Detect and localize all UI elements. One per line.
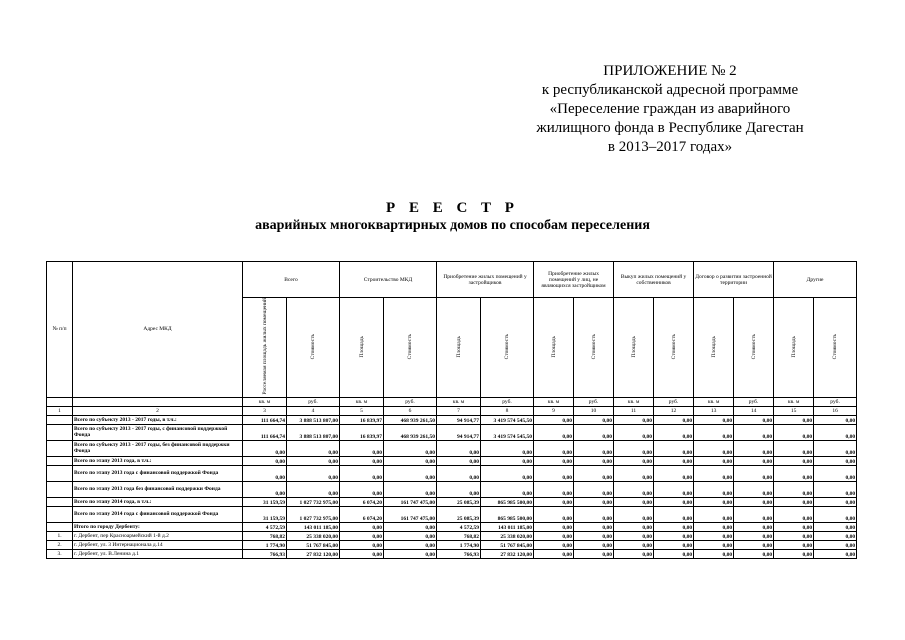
- appendix-line: к республиканской адресной программе: [541, 82, 799, 98]
- colnum-cell: 16: [814, 406, 857, 415]
- unit-cell: руб.: [287, 397, 340, 406]
- value-cell: 468 939 261,50: [384, 424, 437, 440]
- row-number: [47, 456, 73, 465]
- value-cell: 0,00: [814, 497, 857, 506]
- value-cell: 0,00: [614, 497, 654, 506]
- row-label: Всего по этапу 2014 года, в т.ч.:: [73, 497, 243, 506]
- value-cell: 0,00: [774, 549, 814, 558]
- unit-cell: кв. м: [774, 397, 814, 406]
- value-cell: 3 419 574 545,50: [481, 415, 534, 424]
- value-cell: 0,00: [774, 456, 814, 465]
- value-cell: 0,00: [574, 540, 614, 549]
- row-label: г. Дербент, ул. 3 Интернационала д.14: [73, 540, 243, 549]
- value-cell: 0,00: [243, 481, 287, 497]
- unit-cell: руб.: [384, 397, 437, 406]
- value-cell: 0,00: [287, 440, 340, 456]
- colnum-row: [47, 406, 857, 415]
- value-cell: 0,00: [654, 456, 694, 465]
- header-num: № п/п: [47, 262, 73, 398]
- appendix-line: жилищного фонда в Республике Дагестан: [536, 120, 804, 136]
- value-cell: 25 338 020,00: [287, 531, 340, 540]
- value-cell: 1 027 732 975,00: [287, 497, 340, 506]
- value-cell: 768,82: [437, 531, 481, 540]
- value-cell: 0,00: [694, 415, 734, 424]
- subheader-cell: Стоимость: [654, 298, 694, 398]
- value-cell: 16 839,97: [340, 415, 384, 424]
- value-cell: 0,00: [734, 456, 774, 465]
- row-label: г. Дербент, ул. В.Ленина д.1: [73, 549, 243, 558]
- value-cell: 0,00: [481, 481, 534, 497]
- value-cell: 768,82: [243, 531, 287, 540]
- value-cell: 27 832 120,00: [287, 549, 340, 558]
- value-cell: 0,00: [774, 424, 814, 440]
- colnum-cell: 5: [340, 406, 384, 415]
- value-cell: 0,00: [734, 522, 774, 531]
- table-row: [47, 531, 857, 540]
- subheader-cell: Расселяемая площадь жилых помещений: [243, 298, 287, 398]
- group-header-row: [47, 262, 857, 298]
- value-cell: 0,00: [534, 424, 574, 440]
- value-cell: 0,00: [654, 540, 694, 549]
- row-number: [47, 415, 73, 424]
- value-cell: 0,00: [694, 465, 734, 481]
- value-cell: 0,00: [287, 481, 340, 497]
- value-cell: 0,00: [574, 481, 614, 497]
- value-cell: 31 159,59: [243, 497, 287, 506]
- value-cell: 0,00: [384, 440, 437, 456]
- value-cell: 0,00: [734, 415, 774, 424]
- value-cell: 0,00: [654, 522, 694, 531]
- value-cell: 0,00: [734, 424, 774, 440]
- unit-cell: руб.: [481, 397, 534, 406]
- value-cell: 0,00: [774, 531, 814, 540]
- value-cell: 766,93: [437, 549, 481, 558]
- value-cell: 0,00: [614, 465, 654, 481]
- header-address: Адрес МКД: [73, 262, 243, 398]
- value-cell: 0,00: [694, 424, 734, 440]
- table-row: [47, 481, 857, 497]
- value-cell: 94 914,77: [437, 424, 481, 440]
- value-cell: 0,00: [614, 481, 654, 497]
- value-cell: 0,00: [654, 424, 694, 440]
- value-cell: 4 572,59: [437, 522, 481, 531]
- registry-subtitle: аварийных многоквартирных домов по способам переселения: [255, 218, 650, 233]
- value-cell: 0,00: [481, 465, 534, 481]
- value-cell: 0,00: [774, 540, 814, 549]
- appendix-line: ПРИЛОЖЕНИЕ № 2: [603, 63, 737, 79]
- colnum-cell: 9: [534, 406, 574, 415]
- value-cell: 16 839,97: [340, 424, 384, 440]
- subheader-cell: Стоимость: [574, 298, 614, 398]
- group-header: Приобретение жилых помещений у застройщиков: [437, 262, 534, 298]
- value-cell: 0,00: [774, 440, 814, 456]
- value-cell: 0,00: [574, 465, 614, 481]
- value-cell: 0,00: [694, 506, 734, 522]
- value-cell: 111 664,74: [243, 415, 287, 424]
- value-cell: 0,00: [694, 440, 734, 456]
- colnum-cell: 10: [574, 406, 614, 415]
- row-number: [47, 440, 73, 456]
- value-cell: 6 074,20: [340, 506, 384, 522]
- value-cell: 0,00: [574, 456, 614, 465]
- colnum-cell: 3: [243, 406, 287, 415]
- row-number: [47, 424, 73, 440]
- value-cell: 0,00: [774, 415, 814, 424]
- value-cell: 1 027 732 975,00: [287, 506, 340, 522]
- value-cell: 0,00: [654, 549, 694, 558]
- unit-cell: руб.: [574, 397, 614, 406]
- value-cell: 0,00: [340, 456, 384, 465]
- value-cell: 25 338 020,00: [481, 531, 534, 540]
- subheader-cell: Площадь: [694, 298, 734, 398]
- value-cell: 0,00: [814, 465, 857, 481]
- row-label: Итого по городу Дербенту:: [73, 522, 243, 531]
- value-cell: 0,00: [614, 440, 654, 456]
- value-cell: 0,00: [384, 531, 437, 540]
- value-cell: 0,00: [734, 531, 774, 540]
- value-cell: 0,00: [694, 522, 734, 531]
- subheader-cell: Площадь: [614, 298, 654, 398]
- value-cell: 0,00: [534, 549, 574, 558]
- row-label: г. Дербент, пер Красноармейский 1-й д.2: [73, 531, 243, 540]
- value-cell: 1 774,90: [437, 540, 481, 549]
- value-cell: 4 572,59: [243, 522, 287, 531]
- value-cell: 0,00: [614, 522, 654, 531]
- value-cell: 0,00: [574, 497, 614, 506]
- value-cell: 0,00: [340, 540, 384, 549]
- value-cell: 0,00: [774, 506, 814, 522]
- colnum-cell: 4: [287, 406, 340, 415]
- row-number: 1.: [47, 531, 73, 540]
- registry-title: Р Е Е С Т Р: [386, 200, 519, 216]
- value-cell: 0,00: [774, 497, 814, 506]
- unit-cell: кв. м: [694, 397, 734, 406]
- row-number: [47, 497, 73, 506]
- value-cell: 0,00: [614, 415, 654, 424]
- value-cell: 1 774,90: [243, 540, 287, 549]
- row-number: 3.: [47, 549, 73, 558]
- value-cell: 0,00: [814, 540, 857, 549]
- row-label: Всего по субъекту 2013 - 2017 годы, с финансовой поддержкой Фонда: [73, 424, 243, 440]
- value-cell: 0,00: [384, 522, 437, 531]
- colnum-cell: 15: [774, 406, 814, 415]
- appendix-block: [520, 62, 820, 157]
- value-cell: 6 074,20: [340, 497, 384, 506]
- value-cell: 0,00: [694, 549, 734, 558]
- value-cell: 0,00: [694, 497, 734, 506]
- value-cell: 0,00: [814, 424, 857, 440]
- value-cell: 3 419 574 545,50: [481, 424, 534, 440]
- value-cell: 0,00: [654, 531, 694, 540]
- value-cell: 0,00: [614, 424, 654, 440]
- row-label: Всего по этапу 2013 года, в т.ч.:: [73, 456, 243, 465]
- value-cell: 0,00: [574, 424, 614, 440]
- subheader-cell: Площадь: [774, 298, 814, 398]
- value-cell: 865 985 500,00: [481, 506, 534, 522]
- group-header: Строительство МКД: [340, 262, 437, 298]
- value-cell: 143 011 185,00: [481, 522, 534, 531]
- value-cell: 0,00: [814, 522, 857, 531]
- table-row: [47, 522, 857, 531]
- value-cell: 0,00: [574, 440, 614, 456]
- subheader-cell: Площадь: [437, 298, 481, 398]
- value-cell: 0,00: [734, 481, 774, 497]
- value-cell: 161 747 475,00: [384, 497, 437, 506]
- value-cell: 0,00: [574, 506, 614, 522]
- colnum-cell: 11: [614, 406, 654, 415]
- value-cell: 0,00: [384, 481, 437, 497]
- value-cell: 111 664,74: [243, 424, 287, 440]
- value-cell: 0,00: [384, 465, 437, 481]
- row-label: Всего по этапу 2013 года без финансовой поддержки Фонда: [73, 481, 243, 497]
- colnum-cell: 1: [47, 406, 73, 415]
- value-cell: 0,00: [534, 456, 574, 465]
- group-header: Другие: [774, 262, 857, 298]
- unit-cell: кв. м: [614, 397, 654, 406]
- value-cell: 0,00: [340, 465, 384, 481]
- table-row: [47, 415, 857, 424]
- value-cell: 0,00: [340, 549, 384, 558]
- value-cell: 0,00: [734, 540, 774, 549]
- value-cell: 0,00: [614, 540, 654, 549]
- row-label: Всего по субъекту 2013 - 2017 годы, в т.ч.:: [73, 415, 243, 424]
- value-cell: 0,00: [814, 506, 857, 522]
- appendix-line: в 2013–2017 годах»: [607, 139, 733, 155]
- table-row: [47, 456, 857, 465]
- table-row: [47, 465, 857, 481]
- value-cell: 0,00: [614, 506, 654, 522]
- value-cell: 0,00: [774, 481, 814, 497]
- value-cell: 0,00: [614, 456, 654, 465]
- row-number: [47, 481, 73, 497]
- value-cell: 0,00: [437, 440, 481, 456]
- colnum-cell: 2: [73, 406, 243, 415]
- value-cell: 865 985 500,00: [481, 497, 534, 506]
- unit-cell: кв. м: [340, 397, 384, 406]
- table-row: [47, 506, 857, 522]
- colnum-cell: 14: [734, 406, 774, 415]
- value-cell: 0,00: [534, 440, 574, 456]
- value-cell: 0,00: [694, 540, 734, 549]
- value-cell: 0,00: [534, 522, 574, 531]
- value-cell: 25 085,39: [437, 497, 481, 506]
- group-header: Приобретение жилых помещений у лиц, не являющихся застройщиком: [534, 262, 614, 298]
- row-label: Всего по этапу 2013 года с финансовой поддержкой Фонда: [73, 465, 243, 481]
- value-cell: 0,00: [654, 481, 694, 497]
- value-cell: 0,00: [734, 497, 774, 506]
- colnum-cell: 12: [654, 406, 694, 415]
- value-cell: 0,00: [694, 456, 734, 465]
- table-row: [47, 497, 857, 506]
- value-cell: 94 914,77: [437, 415, 481, 424]
- value-cell: 0,00: [814, 415, 857, 424]
- value-cell: 0,00: [734, 506, 774, 522]
- value-cell: 0,00: [243, 440, 287, 456]
- value-cell: 0,00: [734, 549, 774, 558]
- colnum-cell: 7: [437, 406, 481, 415]
- value-cell: 0,00: [694, 531, 734, 540]
- value-cell: 0,00: [481, 440, 534, 456]
- row-number: [47, 465, 73, 481]
- value-cell: 0,00: [437, 481, 481, 497]
- subheader-cell: Площадь: [340, 298, 384, 398]
- value-cell: 27 832 120,00: [481, 549, 534, 558]
- value-cell: 0,00: [243, 456, 287, 465]
- value-cell: 0,00: [437, 465, 481, 481]
- value-cell: 0,00: [384, 540, 437, 549]
- value-cell: 0,00: [654, 465, 694, 481]
- unit-cell: кв. м: [534, 397, 574, 406]
- value-cell: 0,00: [654, 415, 694, 424]
- subheader-cell: Стоимость: [481, 298, 534, 398]
- value-cell: 0,00: [614, 549, 654, 558]
- units-empty: [47, 397, 73, 406]
- value-cell: 0,00: [814, 456, 857, 465]
- value-cell: 0,00: [814, 549, 857, 558]
- unit-cell: руб.: [734, 397, 774, 406]
- unit-cell: кв. м: [437, 397, 481, 406]
- value-cell: 0,00: [384, 549, 437, 558]
- value-cell: 0,00: [340, 522, 384, 531]
- value-cell: 0,00: [384, 456, 437, 465]
- colnum-cell: 6: [384, 406, 437, 415]
- value-cell: 0,00: [534, 481, 574, 497]
- value-cell: 0,00: [734, 440, 774, 456]
- value-cell: 0,00: [574, 531, 614, 540]
- value-cell: 0,00: [774, 465, 814, 481]
- value-cell: 0,00: [481, 456, 534, 465]
- value-cell: 0,00: [574, 549, 614, 558]
- value-cell: 0,00: [654, 440, 694, 456]
- value-cell: 0,00: [340, 440, 384, 456]
- value-cell: 51 767 845,00: [287, 540, 340, 549]
- value-cell: 0,00: [243, 465, 287, 481]
- value-cell: 0,00: [437, 456, 481, 465]
- value-cell: 0,00: [694, 481, 734, 497]
- colnum-cell: 8: [481, 406, 534, 415]
- value-cell: 0,00: [574, 522, 614, 531]
- value-cell: 0,00: [654, 506, 694, 522]
- unit-cell: кв. м: [243, 397, 287, 406]
- group-header: Всего: [243, 262, 340, 298]
- value-cell: 0,00: [340, 481, 384, 497]
- subheader-cell: Стоимость: [734, 298, 774, 398]
- value-cell: 0,00: [534, 497, 574, 506]
- value-cell: 468 939 261,50: [384, 415, 437, 424]
- table-row: [47, 424, 857, 440]
- appendix-line: «Переселение граждан из аварийного: [549, 101, 791, 117]
- value-cell: 143 011 185,00: [287, 522, 340, 531]
- row-label: Всего по этапу 2014 года с финансовой поддержкой Фонда: [73, 506, 243, 522]
- value-cell: 51 767 845,00: [481, 540, 534, 549]
- colnum-cell: 13: [694, 406, 734, 415]
- value-cell: 0,00: [574, 415, 614, 424]
- row-label: Всего по субъекту 2013 - 2017 годы, без финансовой поддержки Фонда: [73, 440, 243, 456]
- row-number: 2.: [47, 540, 73, 549]
- value-cell: 0,00: [614, 531, 654, 540]
- table-row: [47, 540, 857, 549]
- value-cell: 0,00: [814, 440, 857, 456]
- value-cell: 0,00: [534, 531, 574, 540]
- unit-cell: руб.: [654, 397, 694, 406]
- value-cell: 0,00: [814, 481, 857, 497]
- table-row: [47, 549, 857, 558]
- group-header: Выкуп жилых помещений у собственников: [614, 262, 694, 298]
- value-cell: 25 085,39: [437, 506, 481, 522]
- value-cell: 0,00: [814, 531, 857, 540]
- subheader-cell: Стоимость: [814, 298, 857, 398]
- subheader-cell: Стоимость: [384, 298, 437, 398]
- subheader-cell: Стоимость: [287, 298, 340, 398]
- row-number: [47, 522, 73, 531]
- registry-table: [46, 261, 857, 559]
- value-cell: 0,00: [534, 415, 574, 424]
- value-cell: 0,00: [287, 465, 340, 481]
- units-empty: [73, 397, 243, 406]
- row-number: [47, 506, 73, 522]
- value-cell: 0,00: [534, 465, 574, 481]
- value-cell: 0,00: [340, 531, 384, 540]
- value-cell: 31 159,59: [243, 506, 287, 522]
- subheader-cell: Площадь: [534, 298, 574, 398]
- value-cell: 0,00: [534, 506, 574, 522]
- value-cell: 161 747 475,00: [384, 506, 437, 522]
- value-cell: 0,00: [734, 465, 774, 481]
- value-cell: 0,00: [774, 522, 814, 531]
- value-cell: 766,93: [243, 549, 287, 558]
- unit-cell: руб.: [814, 397, 857, 406]
- units-row: [47, 397, 857, 406]
- value-cell: 0,00: [287, 456, 340, 465]
- group-header: Договор о развитии застроенной территории: [694, 262, 774, 298]
- value-cell: 3 888 513 807,00: [287, 424, 340, 440]
- table-row: [47, 440, 857, 456]
- value-cell: 0,00: [534, 540, 574, 549]
- value-cell: 0,00: [654, 497, 694, 506]
- value-cell: 3 888 513 807,00: [287, 415, 340, 424]
